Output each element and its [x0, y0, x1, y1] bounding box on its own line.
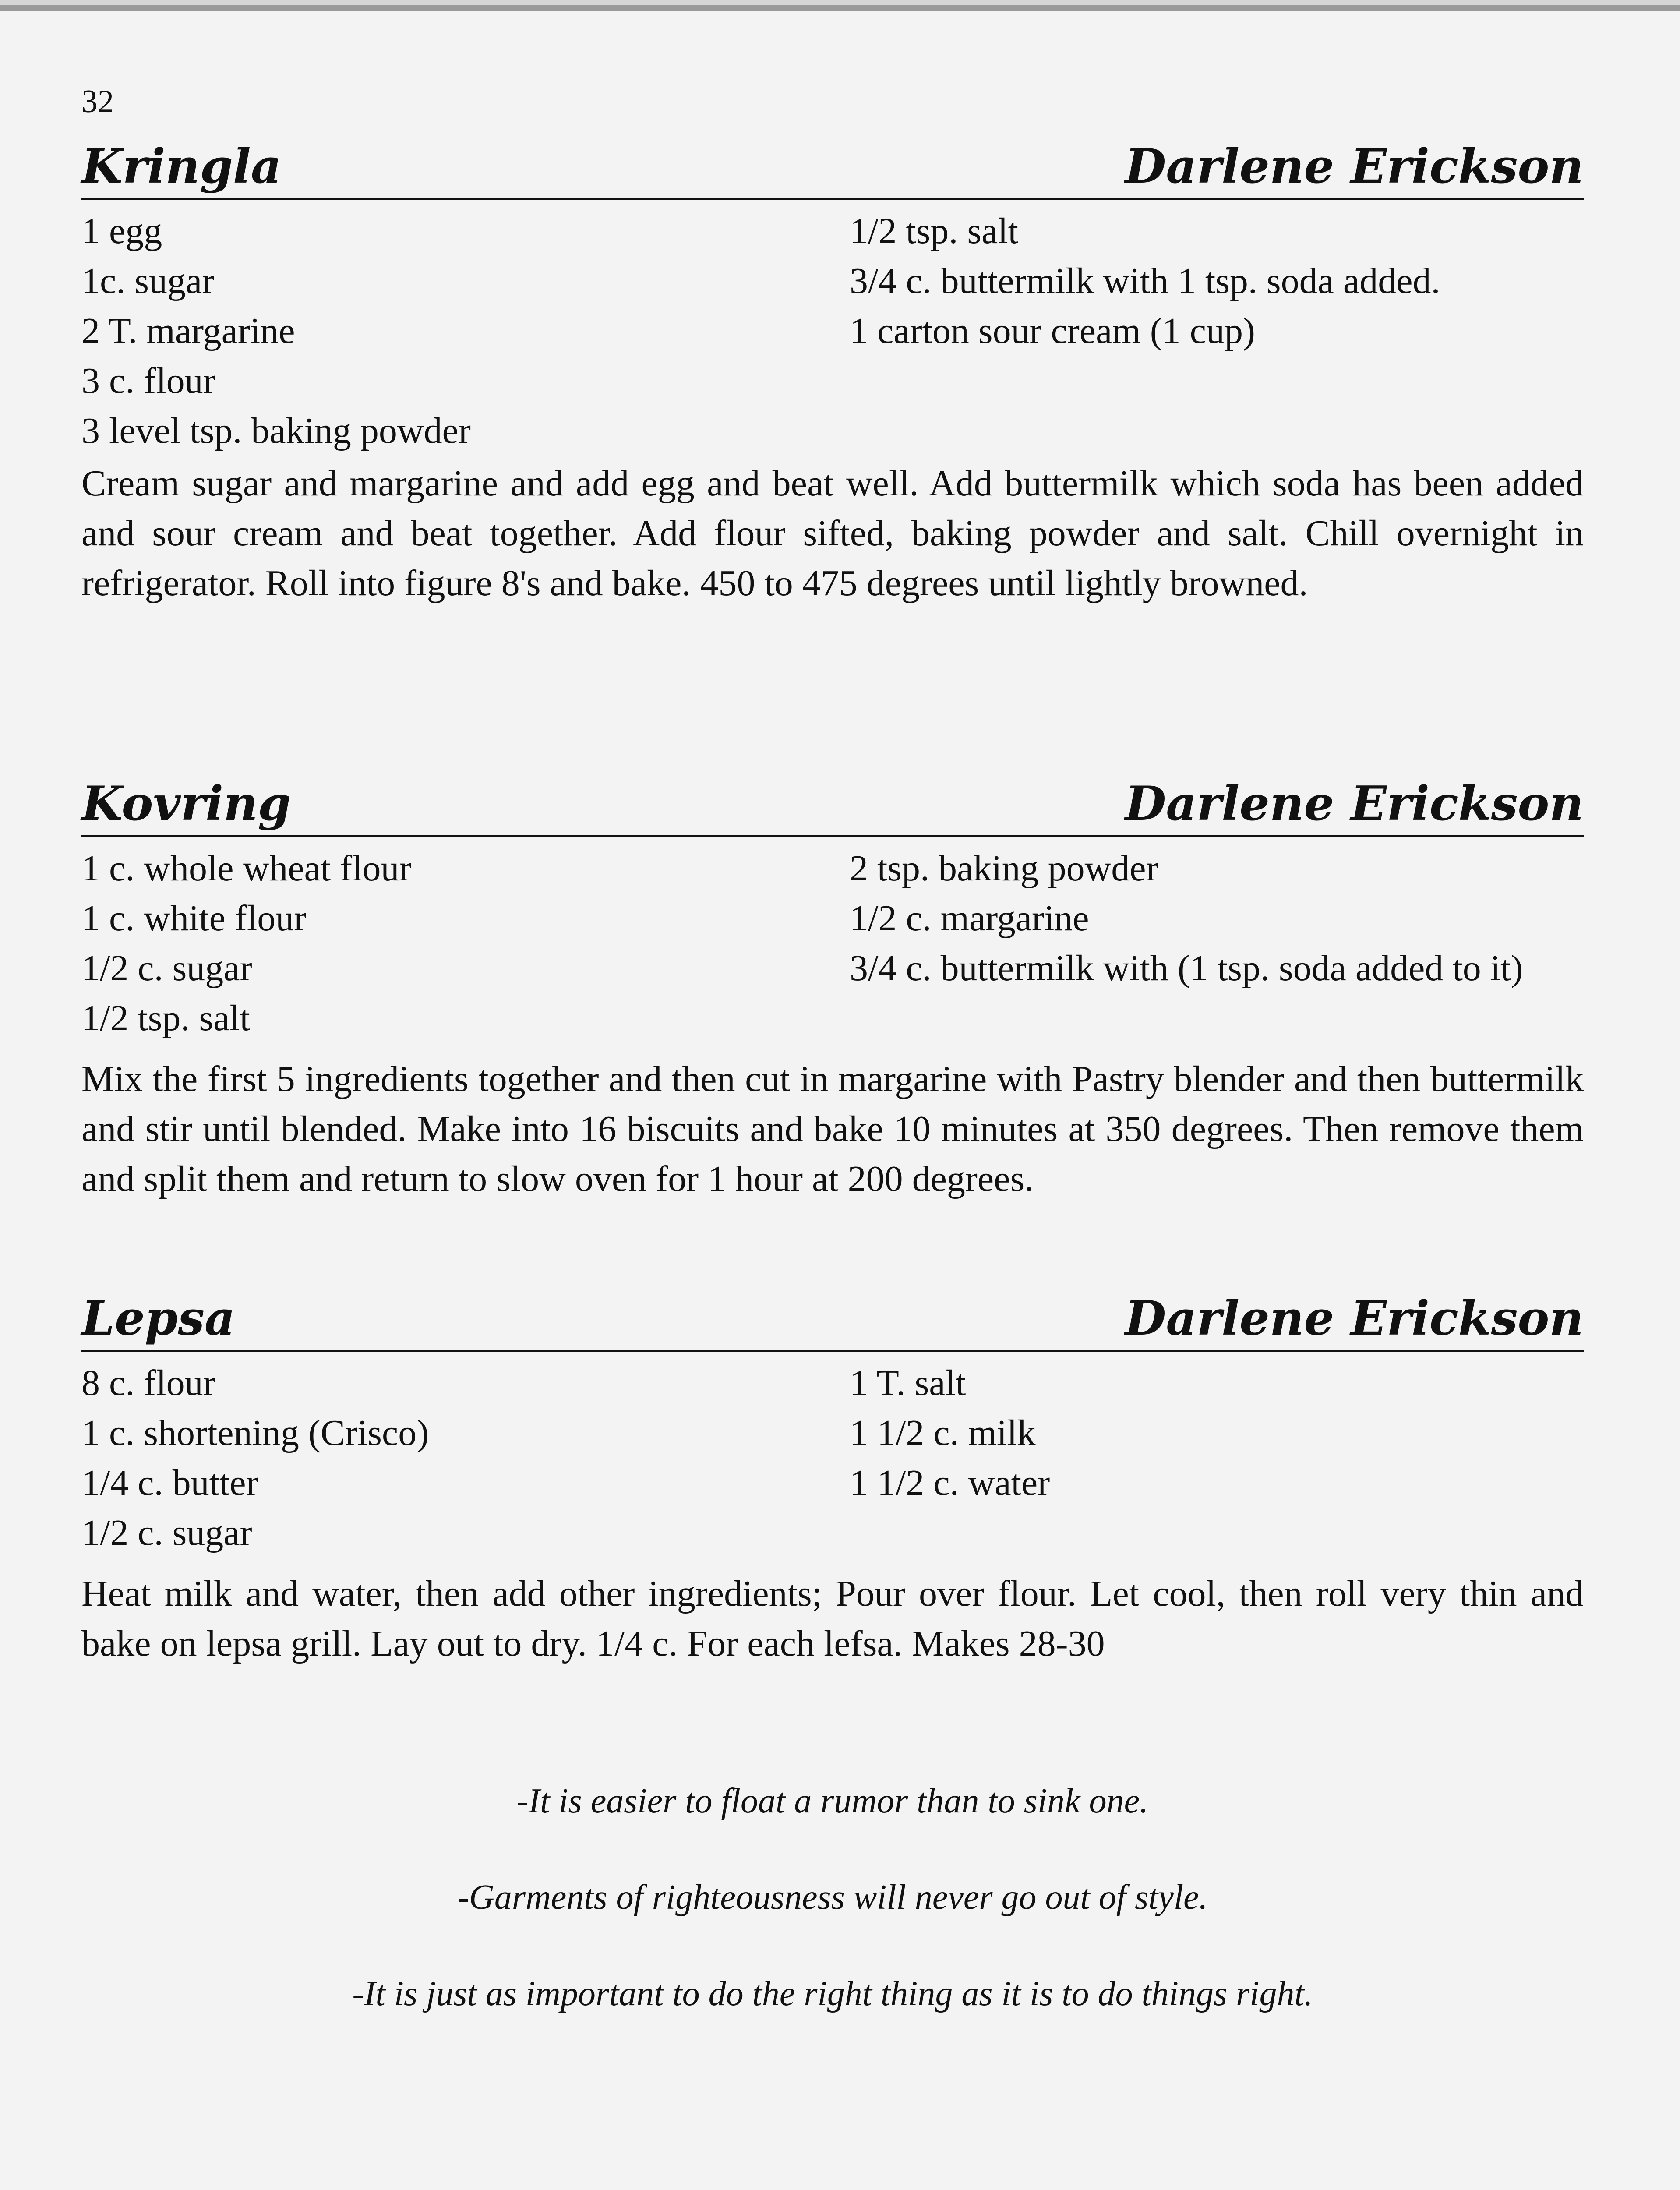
- recipe-header: [81, 1284, 1584, 1352]
- quote: -Garments of righteousness will never go out of style.: [457, 1878, 1208, 1917]
- quotes-section: [81, 1784, 1584, 2073]
- recipe-title: Kringla: [81, 139, 282, 194]
- ingredient: 1/2 c. sugar: [81, 948, 252, 989]
- ingredient: 1/2 c. margarine: [850, 898, 1089, 939]
- ingredient: 1/2 tsp. salt: [81, 998, 251, 1038]
- quote: -It is just as important to do the right thing as it is to do things right.: [352, 1975, 1313, 2013]
- ingredient: 3 c. flour: [81, 360, 215, 401]
- recipe-kringla: [81, 132, 1584, 604]
- recipe-author: Darlene Erickson: [1125, 139, 1584, 194]
- quote: -It is easier to float a rumor than to sink one.: [516, 1782, 1149, 1820]
- ingredient: 1/4 c. butter: [81, 1462, 258, 1503]
- page-edge: [0, 5, 1680, 11]
- recipe-lepsa: [81, 1284, 1584, 1664]
- ingredient: 3 level tsp. baking powder: [81, 410, 471, 451]
- ingredients-left: [81, 1358, 826, 1558]
- recipe-title: Kovring: [81, 776, 291, 831]
- ingredient: 1 carton sour cream (1 cup): [850, 311, 1255, 351]
- recipe-directions: Cream sugar and margarine and add egg and beat well. Add buttermilk which soda has been added and sour cream and beat together. Add flour sifted, baking powder and salt. Chill overnight in refrigerator. Roll into figure 8's and bake. 450 to 475 degrees until lightly browned.: [81, 463, 1584, 604]
- ingredient: 1 1/2 c. water: [850, 1462, 1050, 1503]
- recipe-directions: Mix the first 5 ingredients together and then cut in margarine with Pastry blender and then buttermilk and stir until blended. Make into 16 biscuits and bake 10 minutes at 350 degrees. Then remove them and split them and return to slow oven for 1 hour at 200 degrees.: [81, 1059, 1584, 1199]
- ingredient: 3/4 c. buttermilk with (1 tsp. soda added to it): [850, 948, 1523, 989]
- ingredient: 1 T. salt: [850, 1363, 966, 1403]
- recipe-title: Lepsa: [81, 1291, 235, 1346]
- ingredients-right: [850, 206, 1585, 356]
- recipe-kovring: [81, 770, 1584, 1199]
- ingredient: 1c. sugar: [81, 261, 215, 301]
- ingredients-right: [850, 1358, 1585, 1508]
- cookbook-page: [0, 5, 1680, 2190]
- ingredient: 1 egg: [81, 211, 162, 251]
- ingredient: 1/2 tsp. salt: [850, 211, 1019, 251]
- recipe-directions: Heat milk and water, then add other ingredients; Pour over flour. Let cool, then roll very thin and bake on lepsa grill. Lay out to dry. 1/4 c. For each lefsa. Makes 28-30: [81, 1573, 1584, 1664]
- recipe-author: Darlene Erickson: [1125, 1291, 1584, 1346]
- recipe-header: [81, 770, 1584, 837]
- recipe-header: [81, 132, 1584, 200]
- recipe-author: Darlene Erickson: [1125, 776, 1584, 831]
- ingredient: 1 c. shortening (Crisco): [81, 1413, 429, 1453]
- ingredient: 1 c. white flour: [81, 898, 307, 939]
- ingredient: 2 T. margarine: [81, 311, 295, 351]
- page-number: 32: [81, 84, 114, 120]
- ingredients-left: [81, 206, 826, 456]
- ingredient: 2 tsp. baking powder: [850, 848, 1158, 889]
- ingredient: 8 c. flour: [81, 1363, 215, 1403]
- ingredient: 1/2 c. sugar: [81, 1512, 252, 1553]
- ingredients-right: [850, 844, 1585, 993]
- ingredient: 1 1/2 c. milk: [850, 1413, 1036, 1453]
- ingredients-left: [81, 844, 826, 1043]
- ingredient: 3/4 c. buttermilk with 1 tsp. soda added.: [850, 261, 1440, 301]
- ingredient: 1 c. whole wheat flour: [81, 848, 412, 889]
